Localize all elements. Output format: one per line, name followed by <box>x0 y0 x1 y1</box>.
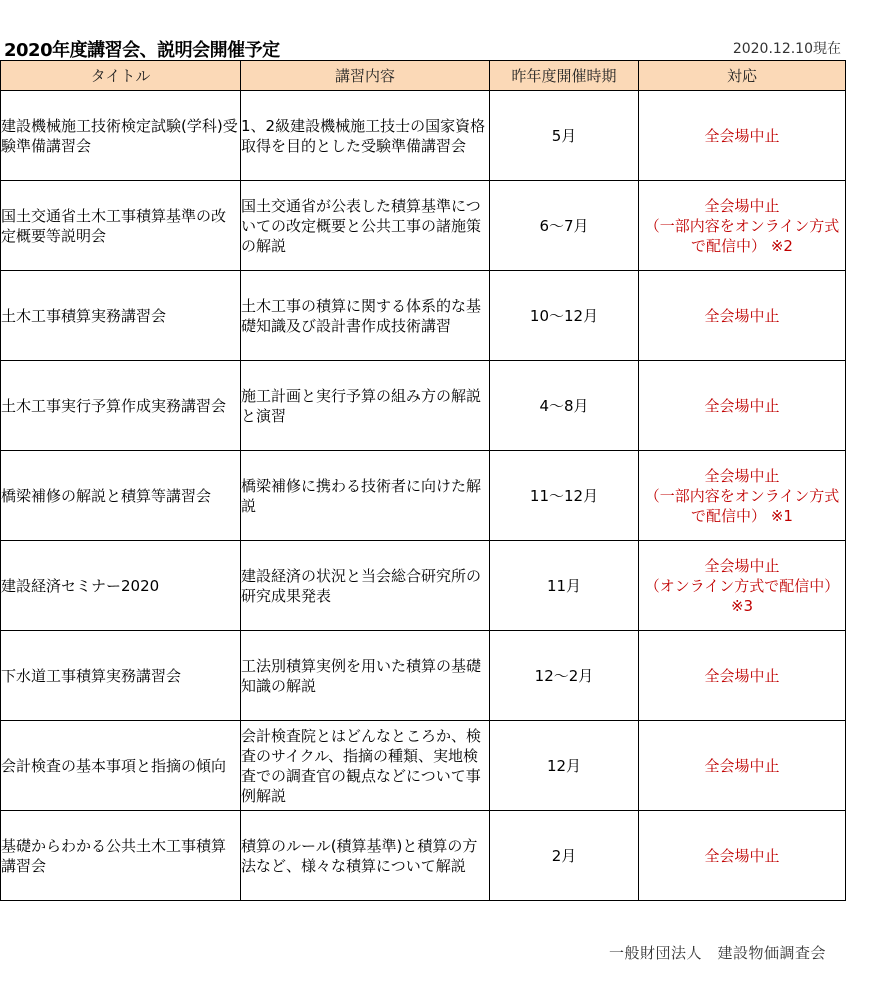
table-header-row <box>1 61 846 91</box>
row-period: 6～7月 <box>490 181 639 271</box>
row-period: 10～12月 <box>490 271 639 361</box>
column-header-status: 対応 <box>639 61 846 91</box>
as-of-date: 2020.12.10現在 <box>732 41 841 57</box>
row-content: 施工計画と実行予算の組み方の解説と演習 <box>241 361 490 451</box>
column-header-title: タイトル <box>1 61 241 91</box>
row-title: 土木工事積算実務講習会 <box>1 271 241 361</box>
table-row <box>1 181 846 271</box>
row-content: 国土交通省が公表した積算基準についての改定概要と公共工事の諸施策の解説 <box>241 181 490 271</box>
row-title: 国土交通省土木工事積算基準の改定概要等説明会 <box>1 181 241 271</box>
row-content: 建設経済の状況と当会総合研究所の研究成果発表 <box>241 541 490 631</box>
row-period: 12～2月 <box>490 631 639 721</box>
row-status: 全会場中止 <box>639 361 846 451</box>
row-title: 会計検査の基本事項と指摘の傾向 <box>1 721 241 811</box>
table-row <box>1 541 846 631</box>
table-row <box>1 631 846 721</box>
page-title: 2020年度講習会、説明会開催予定 <box>4 40 280 61</box>
row-content: 1、2級建設機械施工技士の国家資格取得を目的とした受験準備講習会 <box>241 91 490 181</box>
organization-name: 一般財団法人 建設物価調査会 <box>608 944 826 962</box>
table-row <box>1 721 846 811</box>
row-period: 11月 <box>490 541 639 631</box>
row-status: 全会場中止 <box>639 631 846 721</box>
row-title: 基礎からわかる公共土木工事積算講習会 <box>1 811 241 901</box>
row-title: 下水道工事積算実務講習会 <box>1 631 241 721</box>
row-status: 全会場中止 <box>639 271 846 361</box>
row-status: 全会場中止 <box>639 811 846 901</box>
column-header-content: 講習内容 <box>241 61 490 91</box>
row-status: 全会場中止 <box>639 91 846 181</box>
row-status: 全会場中止 （一部内容をオンライン方式で配信中） ※2 <box>639 181 846 271</box>
table-row <box>1 271 846 361</box>
row-content: 土木工事の積算に関する体系的な基礎知識及び設計書作成技術講習 <box>241 271 490 361</box>
schedule-table <box>0 60 846 901</box>
row-title: 橋梁補修の解説と積算等講習会 <box>1 451 241 541</box>
row-period: 12月 <box>490 721 639 811</box>
column-header-period: 昨年度開催時期 <box>490 61 639 91</box>
row-title: 土木工事実行予算作成実務講習会 <box>1 361 241 451</box>
row-period: 2月 <box>490 811 639 901</box>
table-row <box>1 91 846 181</box>
row-content: 橋梁補修に携わる技術者に向けた解説 <box>241 451 490 541</box>
row-content: 積算のルール(積算基準)と積算の方法など、様々な積算について解説 <box>241 811 490 901</box>
row-period: 5月 <box>490 91 639 181</box>
row-status: 全会場中止 （オンライン方式で配信中） ※3 <box>639 541 846 631</box>
row-title: 建設経済セミナー2020 <box>1 541 241 631</box>
table-row <box>1 361 846 451</box>
row-period: 4～8月 <box>490 361 639 451</box>
table-row <box>1 451 846 541</box>
row-content: 工法別積算実例を用いた積算の基礎知識の解説 <box>241 631 490 721</box>
row-content: 会計検査院とはどんなところか、検査のサイクル、指摘の種類、実地検査での調査官の観点などについて事例解説 <box>241 721 490 811</box>
row-period: 11～12月 <box>490 451 639 541</box>
row-status: 全会場中止 <box>639 721 846 811</box>
table-row <box>1 811 846 901</box>
row-status: 全会場中止 （一部内容をオンライン方式で配信中） ※1 <box>639 451 846 541</box>
row-title: 建設機械施工技術検定試験(学科)受験準備講習会 <box>1 91 241 181</box>
